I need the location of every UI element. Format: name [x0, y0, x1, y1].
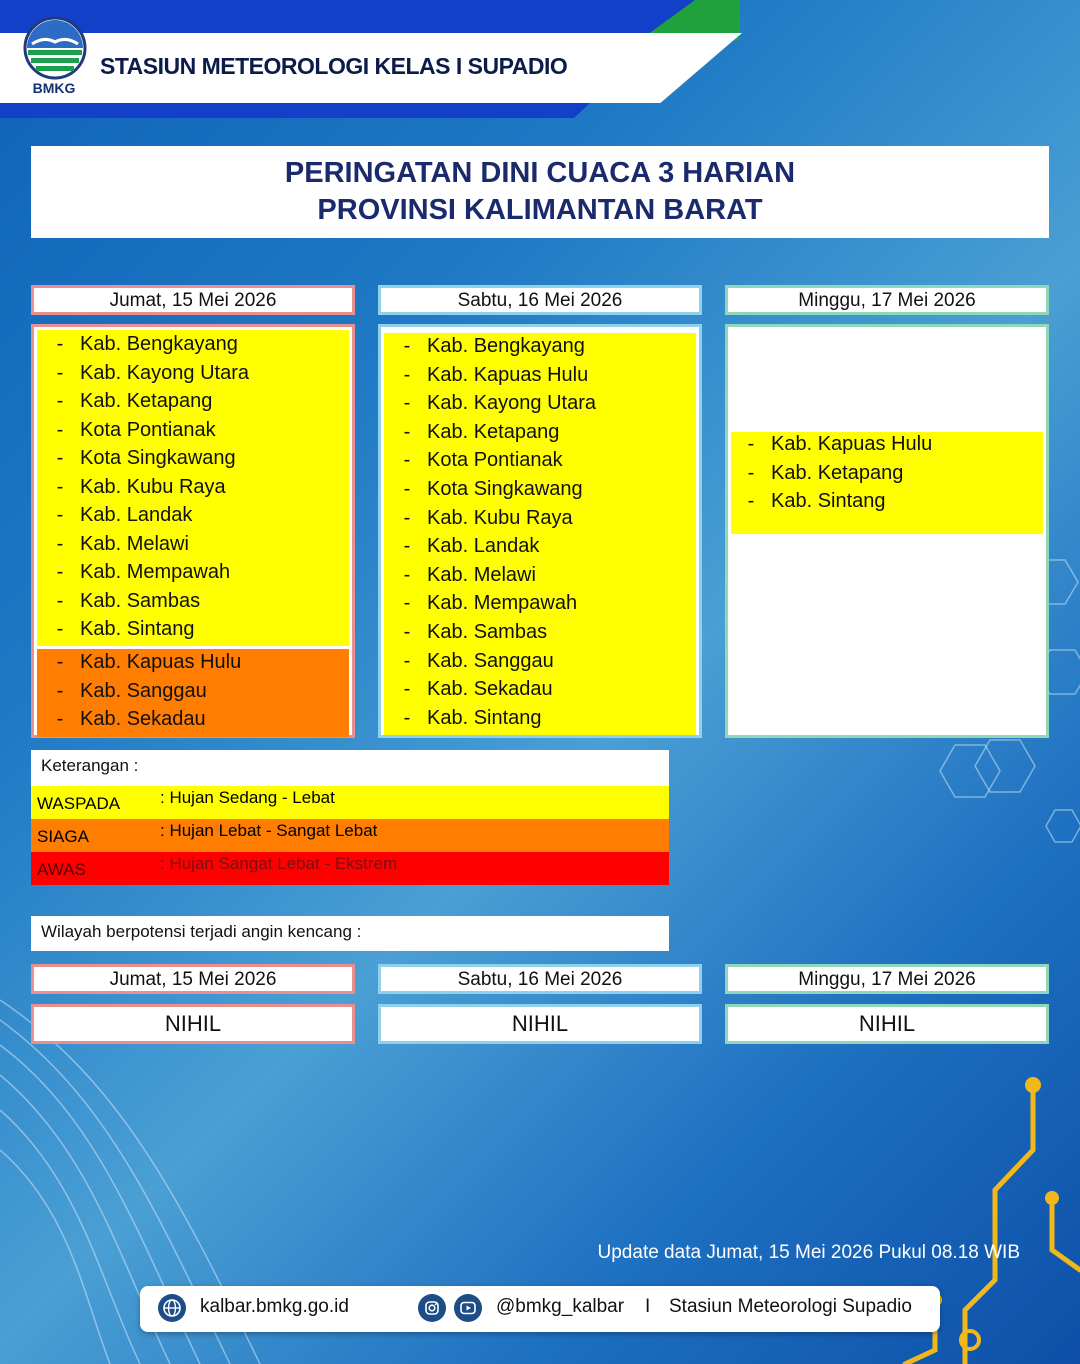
list-bullet: - — [56, 532, 64, 555]
list-bullet: - — [403, 563, 411, 586]
list-bullet: - — [747, 433, 755, 455]
region-item — [731, 462, 903, 485]
legend-heading — [31, 750, 669, 786]
footer-separator: I — [645, 1296, 651, 1317]
region-name: Kota Pontianak — [427, 449, 563, 472]
region-name: Kab. Sintang — [427, 706, 542, 729]
list-bullet: - — [56, 475, 64, 498]
wind-date-day-1: Jumat, 15 Mei 2026 — [31, 964, 355, 994]
region-name: Kab. Melawi — [427, 563, 536, 586]
social-handle[interactable]: @bmkg_kalbar — [496, 1296, 625, 1317]
list-bullet: - — [747, 461, 755, 484]
list-bullet: - — [403, 478, 411, 500]
region-item — [387, 392, 596, 415]
region-name: Kota Singkawang — [80, 447, 236, 469]
region-item — [40, 680, 207, 703]
region-item — [40, 476, 226, 499]
region-name: Kab. Kubu Raya — [427, 506, 573, 529]
title-line-1: PERINGATAN DINI CUACA 3 HARIAN — [284, 157, 796, 189]
wind-heading — [31, 916, 669, 951]
legend-level-name: WASPADA — [37, 794, 121, 813]
region-name: Kab. Landak — [427, 535, 540, 558]
list-bullet: - — [403, 506, 411, 529]
legend-level-name: SIAGA — [37, 827, 89, 846]
region-name: Kab. Sanggau — [80, 679, 207, 702]
list-bullet: - — [56, 333, 64, 355]
list-bullet: - — [403, 649, 411, 672]
website-link[interactable]: kalbar.bmkg.go.id — [200, 1296, 349, 1317]
list-bullet: - — [56, 390, 64, 412]
region-item — [40, 561, 230, 584]
list-bullet: - — [403, 706, 411, 729]
region-item — [731, 433, 932, 456]
region-item — [387, 592, 577, 615]
instagram-icon[interactable] — [418, 1294, 446, 1322]
region-name: Kab. Kayong Utara — [427, 392, 596, 415]
legend-heading-text: Keterangan : — [41, 756, 139, 775]
list-bullet: - — [403, 392, 411, 415]
legend-awas — [31, 852, 669, 885]
list-bullet: - — [403, 535, 411, 558]
list-bullet: - — [403, 363, 411, 386]
wind-heading-text: Wilayah berpotensi terjadi angin kencang : — [41, 922, 362, 941]
region-name: Kab. Ketapang — [771, 461, 904, 484]
region-item — [40, 419, 216, 442]
wind-value-day-1: NIHIL — [31, 1004, 355, 1044]
region-item — [40, 533, 189, 556]
list-bullet: - — [56, 618, 64, 640]
list-bullet: - — [403, 420, 411, 443]
update-timestamp: Update data Jumat, 15 Mei 2026 Pukul 08.18 WIB — [597, 1242, 1020, 1263]
date-header-day-1: Jumat, 15 Mei 2026 — [31, 285, 355, 315]
region-name: Kab. Sambas — [427, 621, 548, 643]
date-header-day-2: Sabtu, 16 Mei 2026 — [378, 285, 702, 315]
list-bullet: - — [56, 679, 64, 702]
list-bullet: - — [56, 651, 64, 673]
region-item — [387, 535, 539, 558]
region-name: Kab. Kapuas Hulu — [80, 651, 242, 673]
list-bullet: - — [403, 449, 411, 472]
region-item — [387, 678, 553, 701]
region-name: Kab. Kubu Raya — [80, 475, 226, 498]
wind-value-day-3: NIHIL — [725, 1004, 1049, 1044]
region-name: Kab. Mempawah — [80, 561, 231, 583]
region-name: Kab. Melawi — [80, 532, 189, 555]
wind-value-day-2: NIHIL — [378, 1004, 702, 1044]
region-item — [387, 421, 559, 444]
region-name: Kab. Kayong Utara — [80, 361, 249, 384]
region-item — [40, 333, 238, 356]
legend-siaga — [31, 819, 669, 852]
region-name: Kab. Sekadau — [80, 708, 206, 730]
region-item — [40, 362, 249, 385]
region-item — [387, 650, 554, 673]
region-name: Kota Pontianak — [80, 418, 216, 441]
globe-icon — [158, 1294, 186, 1322]
list-bullet: - — [403, 621, 411, 643]
region-name: Kota Singkawang — [427, 478, 583, 500]
region-name: Kab. Kapuas Hulu — [427, 363, 589, 386]
waspada-zone-day-1 — [37, 330, 349, 646]
legend-level-desc: : Hujan Sangat Lebat - Ekstrem — [160, 854, 398, 873]
list-bullet: - — [56, 447, 64, 469]
region-item — [387, 478, 583, 501]
legend-level-name: AWAS — [37, 860, 86, 879]
list-bullet: - — [56, 589, 64, 612]
list-bullet: - — [56, 561, 64, 583]
station-title: STASIUN METEOROLOGI KELAS I SUPADIO — [100, 53, 568, 79]
region-item — [387, 507, 573, 530]
region-item — [731, 490, 886, 513]
region-list-day-3 — [725, 324, 1049, 738]
region-name: Kab. Bengkayang — [427, 335, 585, 357]
region-name: Kab. Ketapang — [427, 420, 560, 443]
region-item — [40, 504, 192, 527]
region-item — [40, 618, 195, 641]
title-line-2: PROVINSI KALIMANTAN BARAT — [317, 194, 763, 226]
wind-date-day-3: Minggu, 17 Mei 2026 — [725, 964, 1049, 994]
waspada-zone-day-3 — [731, 432, 1043, 534]
region-item — [40, 651, 241, 674]
region-item — [40, 708, 206, 731]
legend-level-desc: : Hujan Sedang - Lebat — [160, 788, 335, 807]
region-item — [40, 390, 212, 413]
legend-waspada — [31, 786, 669, 819]
region-name: Kab. Sintang — [771, 490, 886, 512]
wind-date-day-2: Sabtu, 16 Mei 2026 — [378, 964, 702, 994]
logo-text: BMKG — [32, 80, 76, 96]
region-name: Kab. Kapuas Hulu — [771, 433, 933, 455]
region-item — [387, 621, 547, 644]
list-bullet: - — [747, 490, 755, 512]
region-item — [387, 364, 588, 387]
page-title — [31, 146, 1049, 238]
region-name: Kab. Landak — [80, 504, 193, 526]
region-name: Kab. Sekadau — [427, 678, 553, 701]
region-name: Kab. Ketapang — [80, 390, 213, 412]
list-bullet: - — [56, 418, 64, 441]
region-name: Kab. Sambas — [80, 589, 201, 612]
footer-station-name: Stasiun Meteorologi Supadio — [669, 1296, 912, 1317]
siaga-zone-day-1 — [37, 649, 349, 737]
region-name: Kab. Sintang — [80, 618, 195, 640]
date-header-day-3: Minggu, 17 Mei 2026 — [725, 285, 1049, 315]
footer-bar — [140, 1286, 940, 1332]
region-item — [387, 707, 542, 730]
region-item — [387, 449, 563, 472]
region-list-day-2 — [378, 324, 702, 738]
region-list-day-1 — [31, 324, 355, 738]
region-name: Kab. Sanggau — [427, 649, 554, 672]
waspada-zone-day-2 — [384, 333, 696, 735]
region-item — [387, 335, 585, 358]
region-name: Kab. Mempawah — [427, 592, 578, 615]
list-bullet: - — [56, 504, 64, 526]
region-item — [40, 590, 200, 613]
list-bullet: - — [403, 335, 411, 357]
list-bullet: - — [56, 708, 64, 730]
youtube-icon[interactable] — [454, 1294, 482, 1322]
region-item — [40, 447, 236, 470]
region-name: Kab. Bengkayang — [80, 333, 238, 355]
list-bullet: - — [403, 678, 411, 701]
list-bullet: - — [403, 592, 411, 615]
legend-level-desc: : Hujan Lebat - Sangat Lebat — [160, 821, 378, 840]
region-item — [387, 564, 536, 587]
list-bullet: - — [56, 361, 64, 384]
